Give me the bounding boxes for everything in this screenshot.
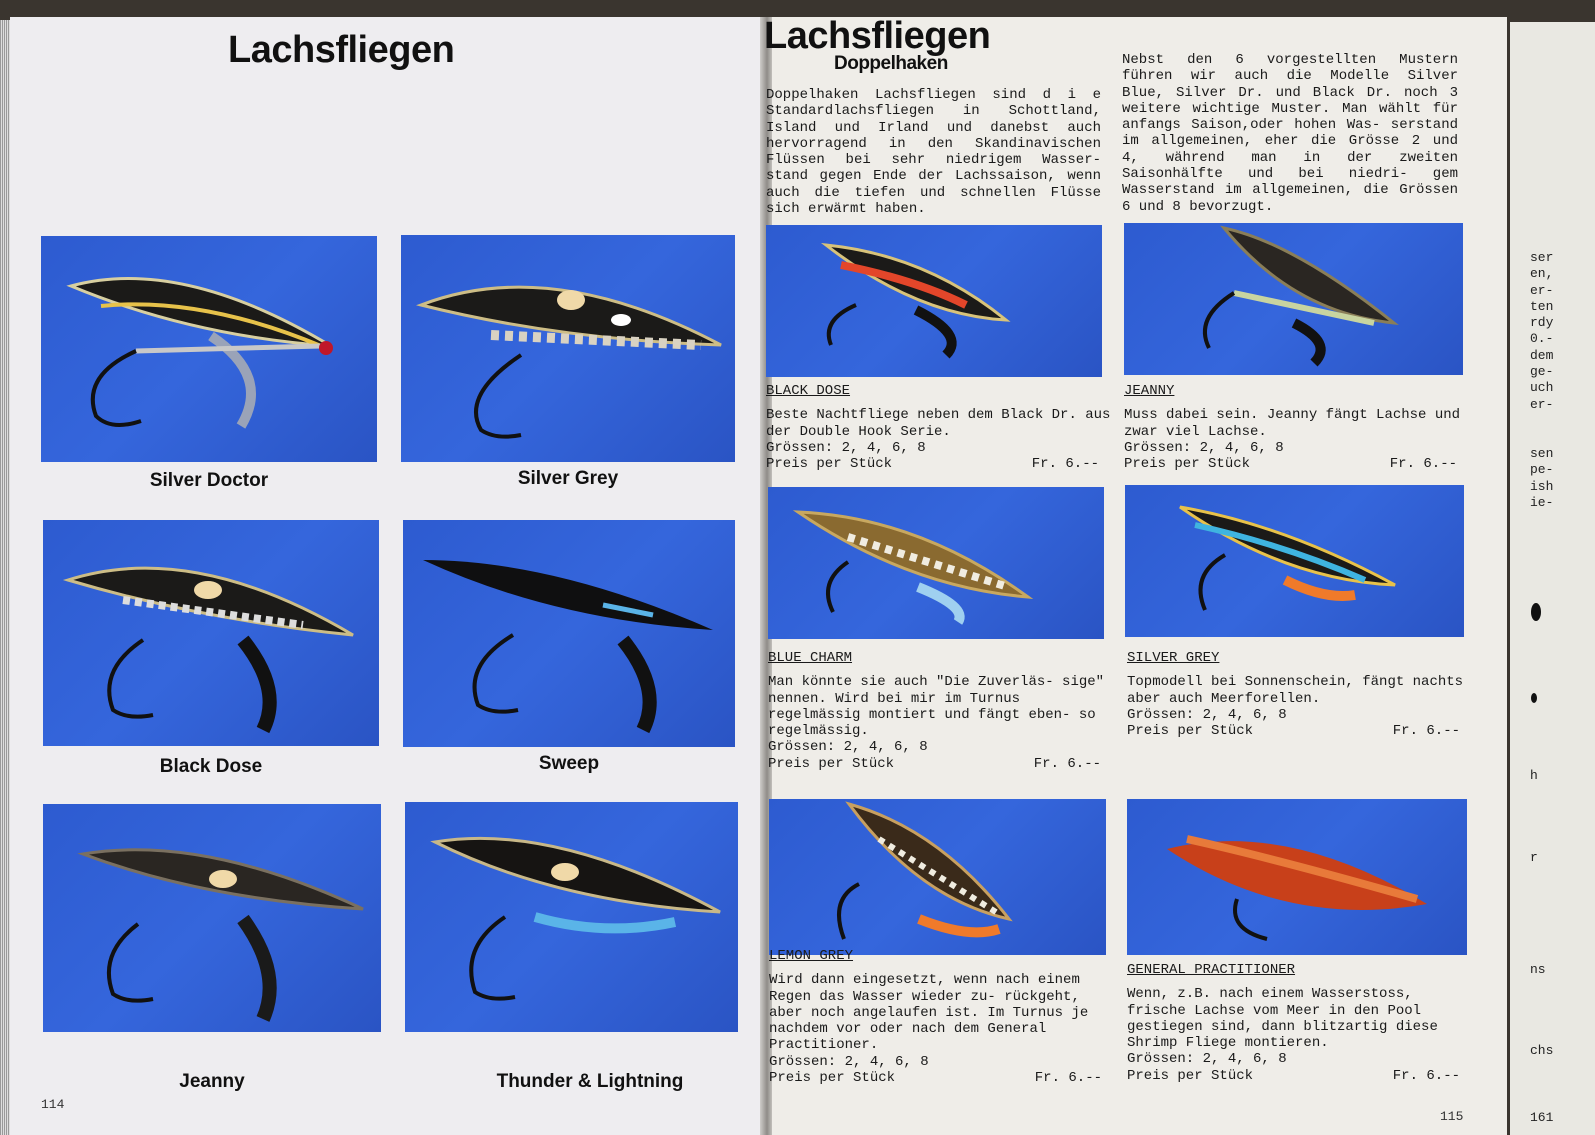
fly-sizes: Grössen: 2, 4, 6, 8 xyxy=(1127,1051,1287,1068)
caption-silver-doctor: Silver Doctor xyxy=(149,470,269,491)
price-label: Preis per Stück xyxy=(766,456,893,473)
intro-text-right: Nebst den 6 vorgestellten Mustern führen wir auch die Modelle Silver Blue, Silver Dr. und Black Dr. noch 3 weitere wichtige Muster. Man wählt für anfangs Saison,oder hohen Was- serstand im allgemeinen, eher die Grösse 2 und 4, während man in der zweiten Saisonhälfte und bei niedri- gem Wasserstand im allgemeinen, die Grössen 6 und 8 bevorzugt. xyxy=(1122,52,1458,215)
fly-photo-lemon-grey xyxy=(769,799,1106,955)
page-subtitle: Doppelhaken xyxy=(834,53,948,74)
text-fragment: ser en, er- ten rdy 0.- dem ge- uch er- xyxy=(1530,250,1554,412)
fly-photo-jeanny xyxy=(1124,223,1463,375)
fly-photo-blue-charm xyxy=(768,487,1104,639)
price-value: Fr. 6.-- xyxy=(1034,1070,1102,1087)
fly-photo-silver-grey xyxy=(1125,485,1464,637)
text-fragment: ns xyxy=(1530,962,1546,977)
fly-photo-silver-doctor xyxy=(41,236,377,462)
fly-name: SILVER GREY xyxy=(1127,650,1220,666)
caption-black-dose: Black Dose xyxy=(159,756,263,777)
text-fragment: h xyxy=(1530,768,1538,783)
next-page-peek xyxy=(1510,22,1595,1135)
fly-photo-black-dose xyxy=(43,520,379,746)
fly-description: Wenn, z.B. nach einem Wasserstoss, frische Lachse vom Meer in den Pool gestiegen sind, dann blitzartig diese Shrimp Fliege montieren. xyxy=(1127,986,1438,1052)
fly-photo-sweep xyxy=(403,520,735,747)
fly-entry-jeanny xyxy=(1124,383,1469,472)
price-value: Fr. 6.-- xyxy=(1392,723,1460,740)
text-fragment: chs xyxy=(1530,1043,1554,1058)
fly-entry-general-practitioner xyxy=(1127,962,1472,1084)
fly-description: Beste Nachtfliege neben dem Black Dr. aus der Double Hook Serie. xyxy=(766,407,1111,440)
caption-jeanny: Jeanny xyxy=(179,1071,245,1092)
intro-text-left: Doppelhaken Lachsfliegen sind d i e Standardlachsfliegen in Schottland, Island und Irland und danebst auch hervorragend in den Skandinavischen Flüssen bei sehr niedrigem Wasser- stand gegen Ende der Lachssaison, wenn auch die tiefen und schnellen Flüsse sich erwärmt haben. xyxy=(766,87,1101,218)
fly-sizes: Grössen: 2, 4, 6, 8 xyxy=(769,1053,929,1070)
fly-name: LEMON GREY xyxy=(769,948,854,964)
fly-photo-black-dose xyxy=(766,225,1102,377)
page-number: 115 xyxy=(1440,1109,1464,1124)
fly-entry-blue-charm xyxy=(768,650,1113,772)
text-fragment: sen pe- ish ie- xyxy=(1530,446,1554,510)
fly-description: Muss dabei sein. Jeanny fängt Lachse und zwar viel Lachse. xyxy=(1124,407,1461,440)
page-number: 114 xyxy=(41,1097,65,1112)
fly-name: BLACK DOSE xyxy=(766,383,851,399)
fly-photo-thunder-lightning xyxy=(405,802,738,1032)
left-page xyxy=(10,17,770,1135)
fly-sizes: Grössen: 2, 4, 6, 8 xyxy=(766,439,926,456)
caption-silver-grey: Silver Grey xyxy=(517,468,619,489)
price-value: Fr. 6.-- xyxy=(1033,755,1101,772)
ink-mark xyxy=(1531,603,1541,621)
fly-sizes: Grössen: 2, 4, 6, 8 xyxy=(768,739,928,756)
fly-name: GENERAL PRACTITIONER xyxy=(1127,962,1296,978)
fly-entry-lemon-grey xyxy=(769,948,1114,1086)
fly-sizes: Grössen: 2, 4, 6, 8 xyxy=(1127,706,1287,723)
page-title: Lachsfliegen xyxy=(228,29,455,71)
fly-photo-silver-grey xyxy=(401,235,735,462)
fly-entry-silver-grey xyxy=(1127,650,1472,739)
caption-sweep: Sweep xyxy=(538,753,600,774)
text-fragment: r xyxy=(1530,850,1538,865)
caption-thunder-lightning: Thunder & Lightning xyxy=(496,1071,684,1092)
fly-description: Wird dann eingesetzt, wenn nach einem Regen das Wasser wieder zu- rückgeht, aber noch angelaufen ist. Im Turnus je nachdem vor oder nach dem General Practitioner. xyxy=(769,972,1089,1054)
fly-entry-black-dose xyxy=(766,383,1111,472)
page-title: Lachsfliegen xyxy=(764,15,991,57)
fly-name: JEANNY xyxy=(1124,383,1175,399)
right-page xyxy=(764,15,1507,1135)
price-label: Preis per Stück xyxy=(768,755,895,772)
fly-name: BLUE CHARM xyxy=(768,650,853,666)
page-number: 161 xyxy=(1530,1110,1554,1125)
fly-photo-jeanny xyxy=(43,804,381,1032)
price-value: Fr. 6.-- xyxy=(1031,456,1099,473)
price-value: Fr. 6.-- xyxy=(1389,456,1457,473)
price-label: Preis per Stück xyxy=(1124,456,1251,473)
price-label: Preis per Stück xyxy=(1127,723,1254,740)
fly-photo-general-practitioner xyxy=(1127,799,1467,955)
fly-description: Man könnte sie auch "Die Zuverläs- sige" nennen. Wird bei mir im Turnus regelmässig montiert und fängt eben- so regelmässig. xyxy=(768,674,1105,740)
ink-mark xyxy=(1531,693,1537,703)
price-label: Preis per Stück xyxy=(1127,1067,1254,1084)
fly-description: Topmodell bei Sonnenschein, fängt nachts aber auch Meerforellen. xyxy=(1127,674,1464,707)
price-value: Fr. 6.-- xyxy=(1392,1067,1460,1084)
price-label: Preis per Stück xyxy=(769,1070,896,1087)
fly-sizes: Grössen: 2, 4, 6, 8 xyxy=(1124,439,1284,456)
